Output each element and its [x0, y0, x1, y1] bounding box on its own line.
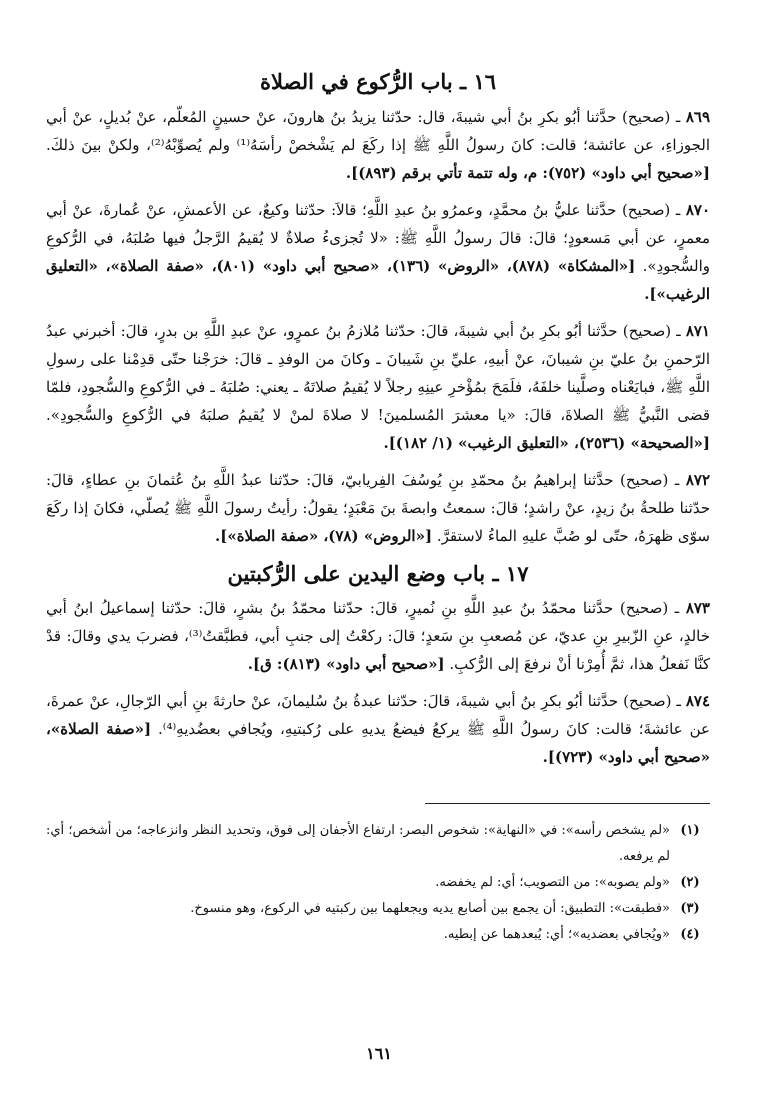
hadith-number: ٨٧١: [685, 322, 710, 341]
hadith-number: ٨٧٣: [685, 598, 710, 617]
hadith-paragraph: [46, 317, 710, 457]
hadith-text: ـ (صحيح) حدَّثنا إبراهيمُ بنُ محمّدِ بنِ يُوسُفَ الفِريابيّ، قالَ: حدّثنا عبدُ اللَّهِ بنُ عُثمانَ بنِ عطاءٍ، قالَ: حدّثنا طلحةُ بنُ زيدٍ، عنْ راشدٍ؛ قالَ: سمعتُ وابصةَ بنَ مَعْبَدٍ؛ يقولُ: رأيتُ رسولَ اللَّهِ ﷺ يُصلّي، فكانَ إذا ركَعَ سوّى ظهرَهُ، حتّى لو صُبَّ عليهِ الماءُ لاستقرَّ.: [46, 471, 710, 546]
footnote-separator: [425, 803, 710, 804]
hadith-paragraph: [46, 594, 710, 678]
footnote-number: (٢): [680, 874, 700, 890]
hadith-reference: [«الروض» (٧٨)، «صفة الصلاة»].: [215, 527, 433, 546]
footnote-text: «ولم يصوبه»: من التصويب؛ أي: لم يخفضه.: [435, 874, 670, 890]
footnote-number: (٣): [680, 900, 700, 916]
hadith-paragraph: [46, 466, 710, 550]
hadith-number: ٨٧٤: [685, 691, 710, 710]
footnote-text: «ويُجافي بعضديه»؛ أي: يُبعدهما عن إبطيه.: [443, 926, 670, 942]
hadith-text: ـ (صحيح) حدَّثنا أبُو بكرِ بنُ أبي شيبةَ، قالَ: حدّثنا مُلازمُ بنُ عمرٍو، عنْ عبدِ اللَّهِ بن بدرٍ، قالَ: أخبرني عبدُ الرّحمنِ بنُ عليّ بنِ شيبانَ، عنْ أبيهِ، عليِّ بنِ شَيبانَ ـ وكانَ من الوفدِ ـ قالَ: خرَجْنا حتّى قدِمْنا على رسولِ اللَّهِ ﷺ، فبايَعْناه وصلَّينا خلفَهُ، فلَمَحَ بمُؤْخرِ عينِهِ رجلاً لا يُقيمُ صلاتَهُ ـ يعني: صُلبَهُ ـ في الرُّكوعِ والسُّجودِ، فلمّا قضى النَّبيُّ ﷺ الصلاةَ، قالَ: «يا معشرَ المُسلمينَ! لا صلاةَ لمنْ لا يُقيمُ صلبَهُ في الرُّكوعِ والسُّجودِ».: [46, 322, 710, 425]
footnote-text: «فطبقت»: التطبيق: أن يجمع بين أصابع يديه ويجعلهما بين ركبتيه في الركوع، وهو منسوخ.: [190, 900, 670, 916]
footnotes: [46, 818, 710, 948]
hadith-reference: [«صفة الصلاة»، «صحيح أبي داود» (٧٢٣)].: [46, 719, 710, 766]
hadith-paragraph: [46, 687, 710, 771]
footnote-number: (١): [680, 822, 700, 838]
footnote-item: [46, 922, 710, 948]
footnote-number: (٤): [680, 926, 700, 942]
footnote-text: «لم يشخص رأسه»: في «النهاية»: شخوص البصر: ارتفاع الأجفان إلى فوق، وتحديد النظر وانزعاجه؛ من أشخص؛ أي: لم يرفعه.: [46, 822, 670, 864]
hadith-text: ـ (صحيح) حدَّثنا أبُو بكرِ بنُ أبي شيبةَ، قالَ: حدّثنا عبدةُ بنُ سُليمانَ، عنْ حارثةَ بنِ أبي الرّجالِ، عنْ عمرةَ، عن عائشةَ؛ قالت: كانَ رسولُ اللَّهِ ﷺ يركعُ فيضعُ يديهِ على رُكبتيهِ، ويُجافي بعضُديهِ⁽⁴⁾.: [46, 691, 710, 738]
chapter-heading: ١٦ ـ باب الرُّكوع في الصلاة: [260, 69, 496, 94]
chapter-heading: ١٧ ـ باب وضع اليدين على الرُّكبتين: [227, 561, 529, 587]
footnote-item: [46, 896, 710, 922]
hadith-paragraph: [46, 103, 710, 187]
hadith-text: ـ (صحيح) حدَّثنا محمّدُ بنُ عبدِ اللَّهِ بنِ نُميرٍ، قالَ: حدّثنا محمّدُ بنُ بشرٍ، قالَ: حدّثنا إسماعيلُ ابنُ أبي خالدٍ، عنِ الزّبيرِ بنِ عديّ، عن مُصعبِ بنِ سَعدٍ؛ قالَ: ركعْتُ إلى جنبِ أبي، فطبَّقتُ⁽³⁾، فضربَ يدي وقالَ: قدْ كنَّا نَفعلُ هذا، ثمَّ أُمِرْنا أنْ نرفعَ إلى الرُّكبِ.: [46, 598, 711, 673]
page-number: ١٦١: [366, 1044, 392, 1063]
hadith-list: [46, 594, 710, 771]
hadith-reference: [«الصحيحة» (٢٥٣٦)، «التعليق الرغيب» (١/ ١٨٢)].: [383, 434, 710, 453]
hadith-paragraph: [46, 196, 710, 308]
hadith-number: ٨٦٩: [685, 108, 710, 127]
hadith-number: ٨٧٠: [685, 201, 710, 220]
hadith-number: ٨٧٢: [685, 471, 711, 490]
hadith-list: [46, 103, 710, 550]
hadith-reference: [«المشكاة» (٨٧٨)، «الروض» (١٣٦)، «صحيح أبي داود» (٨٠١)، «صفة الصلاة»، «التعليق الرغيب»].: [46, 257, 710, 304]
footnote-item: [46, 870, 710, 896]
hadith-reference: [«صحيح أبي داود» (٨١٣): ق].: [247, 654, 445, 673]
footnote-item: [46, 818, 710, 870]
hadith-text: ـ (صحيح) حدَّثنا عليُّ بنُ محمَّدٍ، وعمرُو بنُ عبدِ اللَّهِ؛ قالاَ: حدّثنا وكيعٌ، عن الأعمشِ، عنْ عُمارةَ، عنْ أبي معمرٍ، عن أبي مَسعودٍ؛ قالَ: قالَ رسولُ اللَّهِ ﷺ: «لا تُجزىءُ صلاةٌ لا يُقيمُ الرَّجلُ فيها صُلبَهُ، في الرُّكوعِ والسُّجودِ».: [46, 201, 711, 276]
hadith-text: ـ (صحيح) حدَّثنا أبُو بكرِ بنُ أبي شيبةَ، قال: حدّثنا يزيدُ بنُ هارونَ، عنْ حسينٍ المُعلّم، عنْ بُديلٍ، عنْ أبي الجوزاءِ، عن عائشة؛ قالت: كانَ رسولُ اللَّهِ ﷺ إذا ركَعَ لم يَشْخصْ رأسَهُ⁽¹⁾ ولم يُصوِّبْهُ⁽²⁾، ولكنْ بينَ ذلكَ.: [46, 108, 711, 155]
hadith-reference: [«صحيح أبي داود» (٧٥٢): م، وله تتمة تأتي برقم (٨٩٣)].: [345, 164, 710, 183]
